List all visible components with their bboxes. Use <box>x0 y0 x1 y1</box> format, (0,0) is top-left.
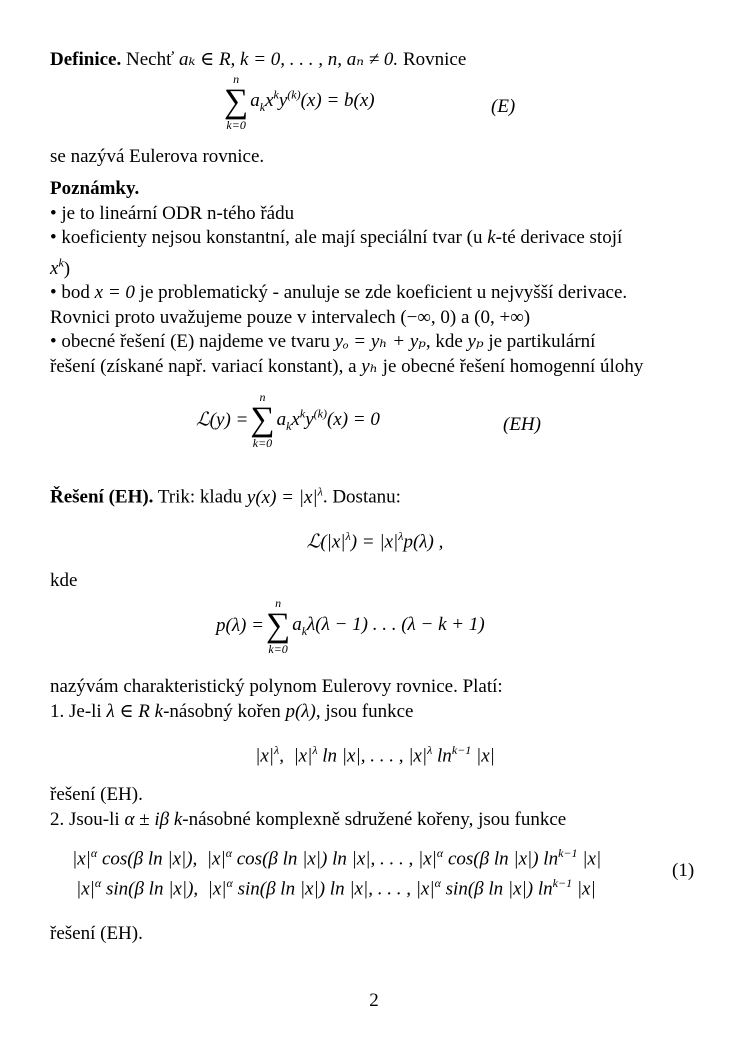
case-1: 1. Je-li λ ∈ R k-násobný kořen p(λ), jsou funkce <box>50 700 414 722</box>
document-page <box>50 48 700 947</box>
definition-paragraph: Definice. Nechť aₖ ∈ R, k = 0, . . . , n, aₙ ≠ 0. Rovnice <box>50 49 467 70</box>
complex-root-functions <box>50 842 700 910</box>
note-item-3-cont: Rovnici proto uvažujeme pouze v intervalech (−∞, 0) a (0, +∞) <box>50 306 531 328</box>
note-item-2: • koeficienty nejsou konstantní, ale mají speciální tvar (u k-té derivace stojí $x^k$) <box>50 227 623 279</box>
summation-symbol: n ∑ k=0 <box>250 390 275 451</box>
definition-conditions: aₖ ∈ R, k = 0, . . . , n, aₙ ≠ 0. <box>178 49 399 70</box>
notes-heading: Poznámky. <box>50 178 140 199</box>
equation-E: n ∑ k=0 $a_kx^ky^{(k)}(x) = b(x)$ (E) <box>224 71 516 132</box>
note-item-1: • je to lineární ODR n-tého řádu <box>50 202 295 224</box>
characteristic-polynomial-label: nazývám charakteristický polynom Eulerovy rovnice. Platí: <box>50 676 503 698</box>
sin-functions: $|x|^\alpha$ sin(β ln |x|), $|x|^\alpha$ sin(β ln |x|) ln |x|, . . . , $|x|^\alpha$ sin(β ln |x|) $\ln^{k-1} |x|$ <box>76 876 596 900</box>
case-2: 2. Jsou-li α ± iβ k-násobné komplexně sdružené kořeny, jsou funkce <box>50 808 567 830</box>
cos-functions: $|x|^\alpha$ cos(β ln |x|), $|x|^\alpha$ cos(β ln |x|) ln |x|, . . . , $|x|^\alpha$ cos(β ln |x|) $\ln^{k-1} |x|$ <box>72 846 602 870</box>
note-item-3: • bod x = 0 je problematický - anuluje se zde koeficient u nejvyšší derivace. <box>50 282 628 304</box>
operator-identity: $ℒ(|x|^\lambda) = |x|^\lambda p(\lambda)$ , <box>306 529 444 553</box>
page-number: 2 <box>369 990 379 1011</box>
characteristic-polynomial: p(λ) = n ∑ k=0 $a_k\lambda(\lambda - 1)$ . . . (λ − k + 1) <box>216 596 485 657</box>
real-root-functions: $|x|^\lambda$, $|x|^\lambda$ ln |x|, . . . , $|x|^\lambda$ $\ln^{k-1} |x|$ <box>255 743 495 767</box>
equation-EH: ℒ(y) = n ∑ k=0 $a_kx^ky^{(k)}(x) = 0$ (EH) <box>196 390 541 451</box>
solution-paragraph: Řešení (EH). Trik: kladu $y(x) = |x|^\lambda$. Dostanu: <box>50 484 401 508</box>
case-1-result: řešení (EH). <box>50 784 143 806</box>
euler-equation-label: se nazývá Eulerova rovnice. <box>50 145 265 167</box>
summation-symbol: n ∑ k=0 <box>265 596 291 657</box>
note-item-4: • obecné řešení (E) najdeme ve tvaru yₒ = yₕ + yₚ, kde yₚ je partikulární <box>50 331 596 353</box>
note-item-4-cont: řešení (získané např. variací konstant), a yₕ je obecné řešení homogenní úlohy <box>50 355 644 377</box>
solution-heading: Řešení (EH). <box>50 486 154 508</box>
definition-heading: Definice. <box>50 49 122 70</box>
equation-tag-1: (1) <box>672 860 695 882</box>
case-2-result: řešení (EH). <box>50 923 143 945</box>
equation-tag-EH: (EH) <box>503 414 541 436</box>
equation-tag-E: (E) <box>491 95 516 117</box>
summation-symbol: n ∑ k=0 <box>224 71 249 132</box>
kde-label: kde <box>50 569 78 591</box>
